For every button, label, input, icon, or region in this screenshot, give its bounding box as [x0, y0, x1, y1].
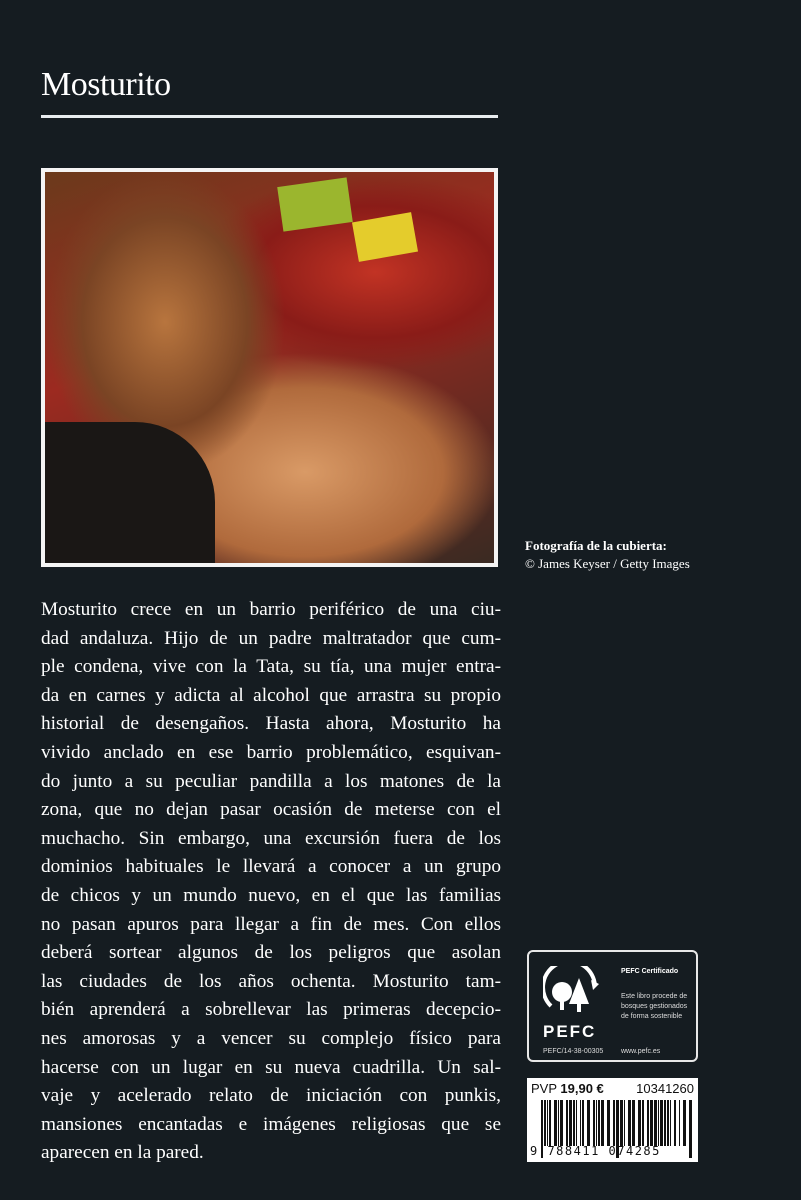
- price-barcode-box: [527, 1078, 698, 1162]
- photo-detail: [352, 212, 418, 262]
- pefc-trees-logo-icon: [543, 966, 603, 1024]
- barcode-bar: [624, 1100, 625, 1146]
- pefc-heading: PEFC Certificado: [621, 968, 679, 975]
- barcode-bar: [660, 1100, 663, 1146]
- price-label: PVP: [531, 1081, 557, 1096]
- barcode-bar: [683, 1100, 686, 1146]
- synopsis-line: de chicos y un mundo nuevo, en el que las familias: [41, 884, 501, 906]
- barcode-bar: [647, 1100, 649, 1146]
- synopsis-line: hacerse con un lugar en su nueva cuadrilla. Un sal-: [41, 1056, 501, 1078]
- pefc-certification-box: [527, 950, 698, 1062]
- barcode-bar: [674, 1100, 676, 1146]
- barcode-bar: [642, 1100, 644, 1146]
- book-title: Mosturito: [41, 66, 171, 103]
- barcode-bar: [628, 1100, 631, 1146]
- synopsis-line: nes amorosas y a vencer su complejo físico para: [41, 1027, 501, 1049]
- barcode-bar: [601, 1100, 604, 1146]
- barcode-bar: [650, 1100, 653, 1146]
- synopsis: [41, 596, 501, 1168]
- synopsis-line: muchacho. Sin embargo, una excursión fuera de los: [41, 827, 501, 849]
- photo-detail: [45, 422, 215, 567]
- synopsis-line: dominios habituales le llevará a conocer a un grupo: [41, 856, 501, 878]
- synopsis-line: no pasan apuros para llegar a fin de mes. Con ellos: [41, 913, 501, 935]
- pefc-description-line: Este libro procede de: [621, 993, 688, 1000]
- reference-number: 10341260: [636, 1081, 694, 1096]
- barcode-bar: [658, 1100, 659, 1146]
- pefc-description-line: bosques gestionados: [621, 1003, 688, 1010]
- pefc-description-line: de forma sostenible: [621, 1013, 683, 1020]
- isbn-digits: 9 788411 074285: [530, 1144, 661, 1158]
- pefc-logo-text: PEFC: [543, 1022, 597, 1041]
- barcode-bar: [582, 1100, 584, 1146]
- barcode-bar: [566, 1100, 568, 1146]
- title-divider: [41, 115, 498, 118]
- barcode-bar: [632, 1100, 635, 1146]
- photo-detail: [277, 177, 353, 231]
- synopsis-line: bién aprenderá a sobrellevar las primeras decepcio-: [41, 999, 501, 1021]
- barcode-bar: [667, 1100, 669, 1146]
- barcode-bar: [547, 1100, 548, 1146]
- barcode-bar: [549, 1100, 551, 1146]
- barcode-bar: [670, 1100, 671, 1146]
- barcode-bar: [654, 1100, 657, 1146]
- barcode-bar: [679, 1100, 680, 1146]
- barcode-bar: [596, 1100, 597, 1146]
- synopsis-line: aparecen en la pared.: [41, 1142, 204, 1164]
- barcode-bar: [689, 1100, 692, 1158]
- synopsis-line: vivido anclado en ese barrio problemático, esquivan-: [41, 741, 501, 763]
- barcode-bar: [598, 1100, 600, 1146]
- barcode-bar: [576, 1100, 577, 1146]
- synopsis-line: deberá sortear algunos de los peligros que asolan: [41, 942, 501, 964]
- barcode-bar: [587, 1100, 590, 1146]
- barcode-bar: [544, 1100, 546, 1146]
- photo-credit: [525, 537, 690, 573]
- synopsis-line: las ciudades de los años ochenta. Mosturito tam-: [41, 970, 501, 992]
- pefc-code: PEFC/14-38-00305: [543, 1048, 604, 1055]
- barcode-bar: [580, 1100, 581, 1146]
- barcode-bar: [558, 1100, 559, 1146]
- photo-credit-label: Fotografía de la cubierta:: [525, 538, 667, 553]
- barcode-bar: [573, 1100, 575, 1146]
- synopsis-line: ple condena, vive con la Tata, su tía, una mujer entra-: [41, 656, 501, 678]
- price-amount: 19,90 €: [560, 1081, 604, 1096]
- synopsis-line: dad andaluza. Hijo de un padre maltratador que cum-: [41, 627, 501, 649]
- barcode-bar: [613, 1100, 615, 1146]
- barcode-bar: [569, 1100, 572, 1146]
- synopsis-line: da en carnes y adicta al alcohol que arrastra su propio: [41, 684, 501, 706]
- barcode-bar: [560, 1100, 563, 1146]
- cover-photo: [41, 168, 498, 567]
- barcode-bar: [620, 1100, 623, 1146]
- synopsis-line: Mosturito crece en un barrio periférico de una ciu-: [41, 599, 501, 620]
- barcode-bar: [607, 1100, 610, 1146]
- synopsis-line: mansiones encantadas e imágenes religiosas que se: [41, 1113, 501, 1135]
- barcode-bar: [593, 1100, 595, 1146]
- barcode-bar: [554, 1100, 557, 1146]
- barcode-bar: [664, 1100, 666, 1146]
- pefc-description: [621, 992, 687, 1022]
- synopsis-line: vaje y acelerado relato de iniciación con punkis,: [41, 1085, 501, 1107]
- photo-credit-value: © James Keyser / Getty Images: [525, 556, 690, 571]
- barcode-bar: [638, 1100, 641, 1146]
- synopsis-line: zona, que no dejan pasar ocasión de meterse con el: [41, 799, 501, 821]
- pefc-url: www.pefc.es: [621, 1048, 661, 1055]
- synopsis-line: do junto a su peculiar pandilla a los matones de la: [41, 770, 501, 792]
- synopsis-line: historial de desengaños. Hasta ahora, Mosturito ha: [41, 713, 501, 735]
